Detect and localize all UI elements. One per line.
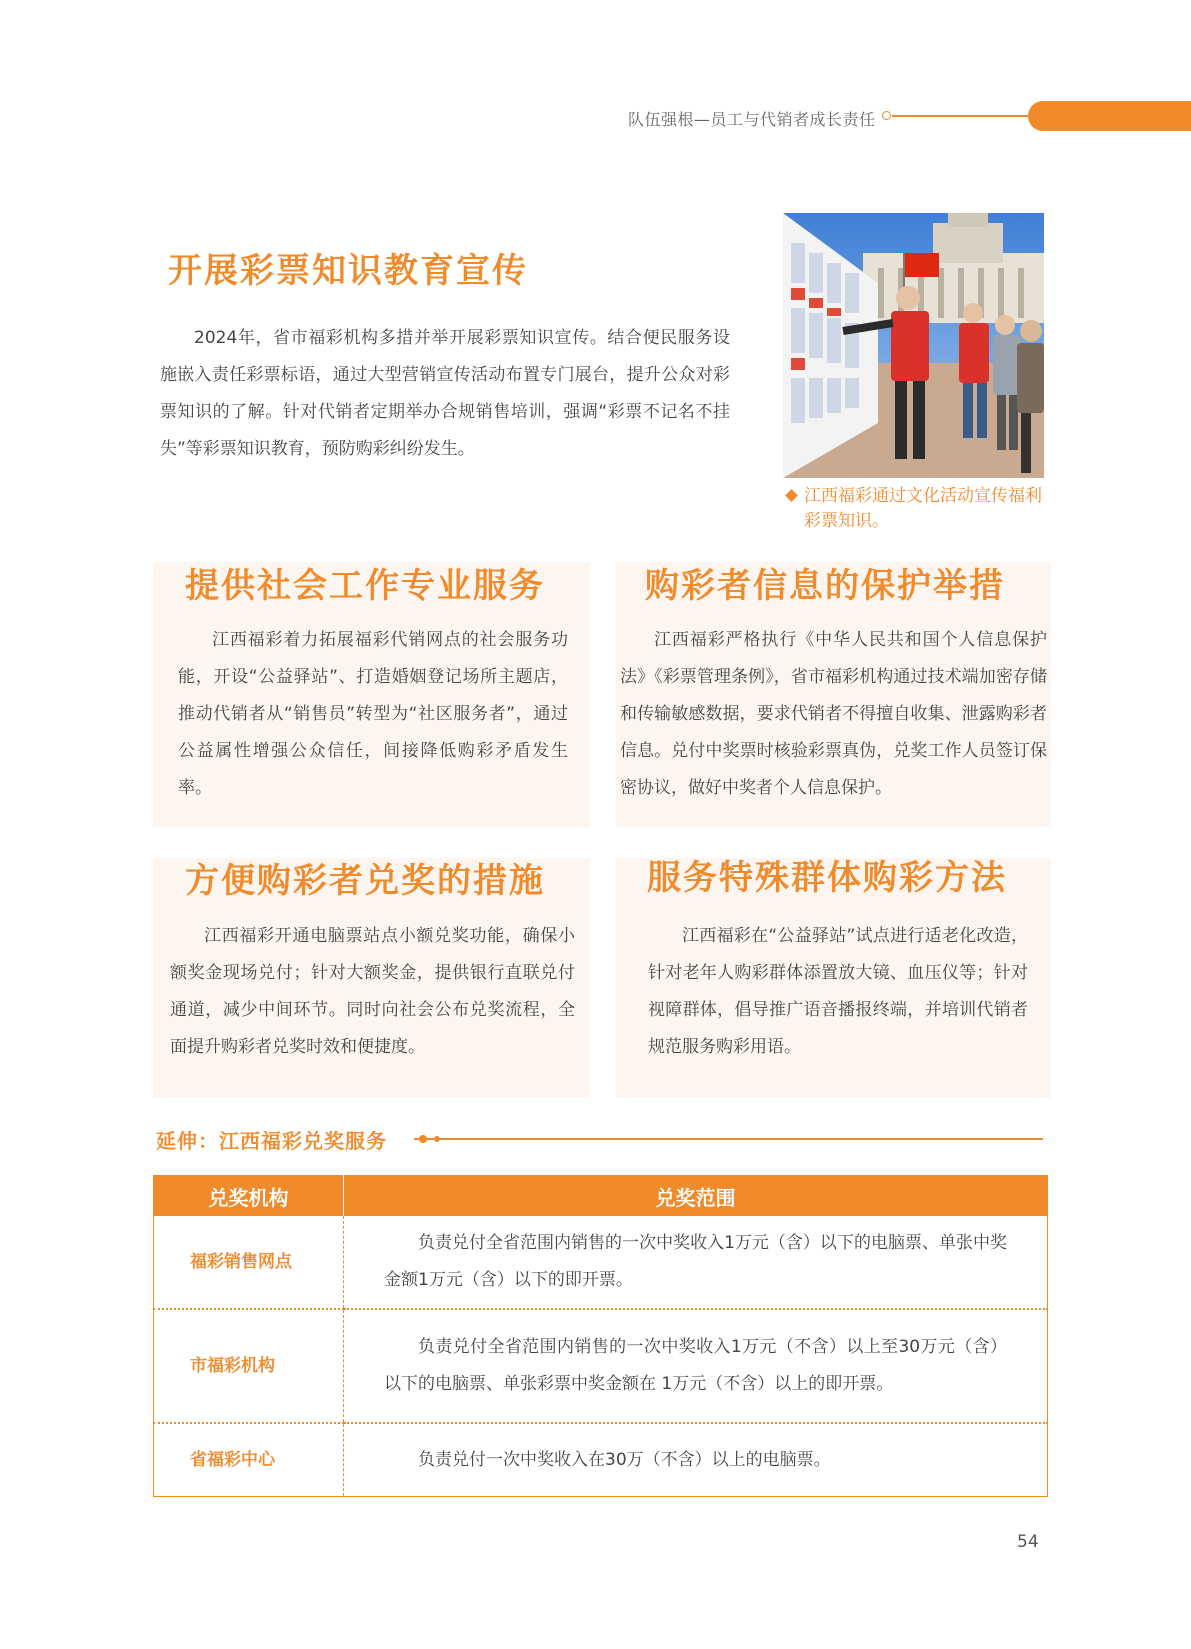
table-row [154,1216,1048,1309]
table-cell-scope: 负责兑付全省范围内销售的一次中奖收入1万元（不含）以上至30万元（含）以下的电脑票、单张彩票中奖金额在 1万元（不含）以上的即开票。 [344,1309,1048,1423]
extension-dot-ornament-small [434,1136,440,1142]
header-line-ornament [892,115,1032,117]
table-cell-scope: 负责兑付一次中奖收入在30万（不含）以上的电脑票。 [418,1449,831,1470]
table-cell-org: 福彩销售网点 [154,1216,344,1309]
section-text-privacy: 江西福彩严格执行《中华人民共和国个人信息保护法》《彩票管理条例》，省市福彩机构通过技术端加密存储和传输敏感数据，要求代销者不得擅自收集、泄露购彩者信息。兑付中奖票时核验彩票真伪，兑奖工作人员签订保密协议，做好中奖者个人信息保护。 [620,630,1047,798]
section-text-special-groups: 江西福彩在“公益驿站”试点进行适老化改造，针对老年人购彩群体添置放大镜、血压仪等；针对视障群体，倡导推广语音播报终端，并培训代销者规范服务购彩用语。 [648,926,1028,1057]
page-number: 54 [1017,1532,1039,1552]
extension-divider-line [414,1138,1043,1140]
redemption-table [153,1175,1048,1497]
table-cell-org: 市福彩机构 [154,1309,344,1423]
section-title-social-work: 提供社会工作专业服务 [185,566,545,606]
table-header-scope: 兑奖范围 [344,1176,1048,1217]
extension-title: 延伸：江西福彩兑奖服务 [156,1129,387,1153]
photo-caption: 江西福彩通过文化活动宣传福利彩票知识。 [804,486,1042,531]
header-orange-tab [1028,101,1191,131]
extension-dot-ornament [419,1135,427,1143]
table-cell-scope: 负责兑付全省范围内销售的一次中奖收入1万元（含）以下的电脑票、单张中奖金额1万元（含）以下的即开票。 [344,1216,1048,1309]
section-title-privacy: 购彩者信息的保护举措 [645,566,1005,606]
table-row [154,1423,1048,1497]
caption-diamond-icon [785,489,798,502]
section-text-education: 2024年，省市福彩机构多措并举开展彩票知识宣传。结合便民服务设施嵌入责任彩票标语，通过大型营销宣传活动布置专门展台，提升公众对彩票知识的了解。针对代销者定期举办合规销售培训，强调“彩票不记名不挂失”等彩票知识教育，预防购彩纠纷发生。 [160,328,730,459]
header-circle-ornament [882,111,891,120]
running-header-title: 队伍强根—员工与代销者成长责任 [628,110,876,129]
event-photo [783,213,1044,478]
section-text-social-work: 江西福彩着力拓展福彩代销网点的社会服务功能，开设“公益驿站”、打造婚姻登记场所主题店，推动代销者从“销售员”转型为“社区服务者”，通过公益属性增强公众信任，间接降低购彩矛盾发生率。 [178,630,568,798]
section-title-special-groups: 服务特殊群体购彩方法 [647,858,1007,898]
table-header-org: 兑奖机构 [154,1176,344,1217]
table-cell-org: 省福彩中心 [154,1423,344,1497]
section-title-redemption: 方便购彩者兑奖的措施 [185,861,545,901]
section-text-redemption: 江西福彩开通电脑票站点小额兑奖功能，确保小额奖金现场兑付；针对大额奖金，提供银行直联兑付通道，减少中间环节。同时向社会公布兑奖流程，全面提升购彩者兑奖时效和便捷度。 [170,926,575,1057]
section-title-education: 开展彩票知识教育宣传 [168,251,528,291]
table-header-row [154,1176,1048,1217]
table-row [154,1309,1048,1423]
